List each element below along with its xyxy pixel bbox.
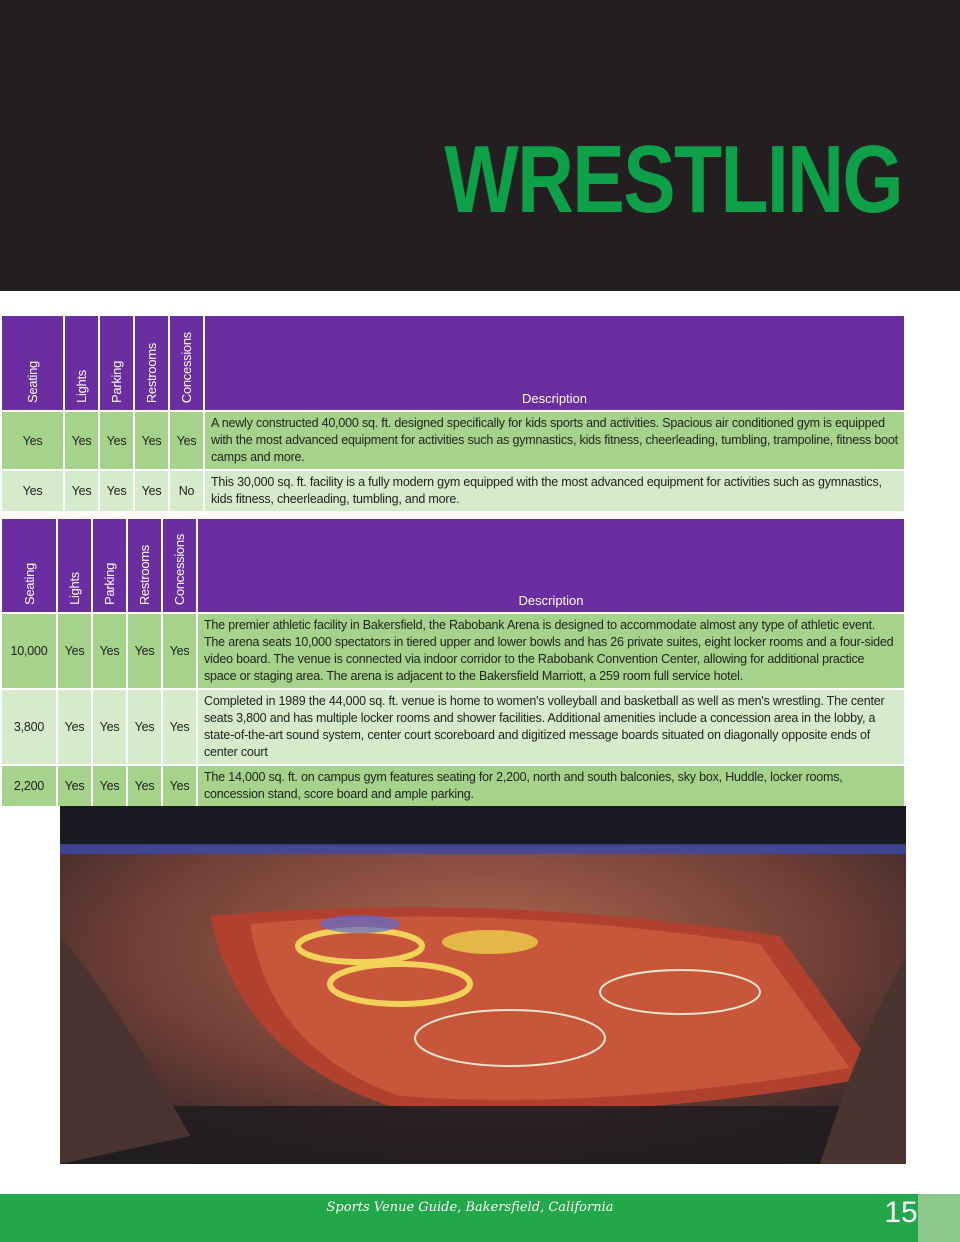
cell-restrooms: Yes [134, 411, 169, 470]
header-description: Description [204, 316, 904, 411]
cell-description: The 14,000 sq. ft. on campus gym features seating for 2,200, north and south balconies, sky box, Huddle, locker rooms, concession stand, score board and ample parking. [197, 765, 904, 806]
cell-lights: Yes [64, 470, 99, 511]
table-row [2, 470, 904, 511]
cell-restrooms: Yes [127, 689, 162, 765]
header-band [0, 0, 960, 291]
cell-seating: Yes [2, 470, 64, 511]
header-seating: Seating [2, 519, 57, 613]
cell-lights: Yes [57, 689, 92, 765]
venue-table-1 [2, 316, 904, 511]
venue-table-2 [2, 519, 904, 806]
page-title: WRESTLING [444, 126, 902, 233]
cell-description: The premier athletic facility in Bakersfield, the Rabobank Arena is designed to accommodate almost any type of athletic event. The arena seats 10,000 spectators in tiered upper and lower bowls and has 26 private suites, eight locker rooms and a four-sided video board. The venue is connected via indoor corridor to the Rabobank Convention Center, allowing for additional practice space or staging area. The arena is adjacent to the Bakersfield Marriott, a 259 room full service hotel. [197, 613, 904, 689]
cell-restrooms: Yes [127, 613, 162, 689]
header-parking: Parking [92, 519, 127, 613]
cell-lights: Yes [57, 613, 92, 689]
cell-concessions: Yes [169, 411, 204, 470]
cell-concessions: Yes [162, 689, 197, 765]
wrestling-arena-photo [60, 806, 906, 1164]
page-number: 15 [884, 1196, 918, 1229]
cell-lights: Yes [57, 765, 92, 806]
cell-seating: 3,800 [2, 689, 57, 765]
cell-parking: Yes [92, 765, 127, 806]
header-seating: Seating [2, 316, 64, 411]
table-row [2, 411, 904, 470]
cell-seating: Yes [2, 411, 64, 470]
table-row [2, 613, 904, 689]
cell-description: A newly constructed 40,000 sq. ft. designed specifically for kids sports and activities. Spacious air conditioned gym is equipped with the most advanced equipment for activities such as gymnastics, kids fitness, cheerleading, tumbling, trampoline, fitness boot camps and more. [204, 411, 904, 470]
header-concessions: Concessions [169, 316, 204, 411]
header-concessions: Concessions [162, 519, 197, 613]
cell-concessions: No [169, 470, 204, 511]
header-restrooms: Restrooms [134, 316, 169, 411]
table-row [2, 689, 904, 765]
cell-parking: Yes [92, 613, 127, 689]
header-description: Description [197, 519, 904, 613]
header-lights: Lights [64, 316, 99, 411]
footer-text: Sports Venue Guide, Bakersfield, California [326, 1200, 614, 1215]
header-restrooms: Restrooms [127, 519, 162, 613]
cell-description: Completed in 1989 the 44,000 sq. ft. venue is home to women's volleyball and basketball as well as men's wrestling. The center seats 3,800 and has multiple locker rooms and shower facilities. Additional amenities include a concession area in the lobby, a state-of-the-art sound system, center court scoreboard and digitized message boards situated on diagonally opposite ends of center court [197, 689, 904, 765]
cell-parking: Yes [99, 470, 134, 511]
header-parking: Parking [99, 316, 134, 411]
cell-concessions: Yes [162, 765, 197, 806]
cell-restrooms: Yes [134, 470, 169, 511]
cell-lights: Yes [64, 411, 99, 470]
cell-description: This 30,000 sq. ft. facility is a fully modern gym equipped with the most advanced equipment for activities such as gymnastics, kids fitness, cheerleading, tumbling, and more. [204, 470, 904, 511]
arena-illustration [60, 806, 906, 1164]
cell-seating: 10,000 [2, 613, 57, 689]
cell-parking: Yes [99, 411, 134, 470]
cell-concessions: Yes [162, 613, 197, 689]
header-lights: Lights [57, 519, 92, 613]
table-row [2, 765, 904, 806]
cell-parking: Yes [92, 689, 127, 765]
cell-seating: 2,200 [2, 765, 57, 806]
cell-restrooms: Yes [127, 765, 162, 806]
